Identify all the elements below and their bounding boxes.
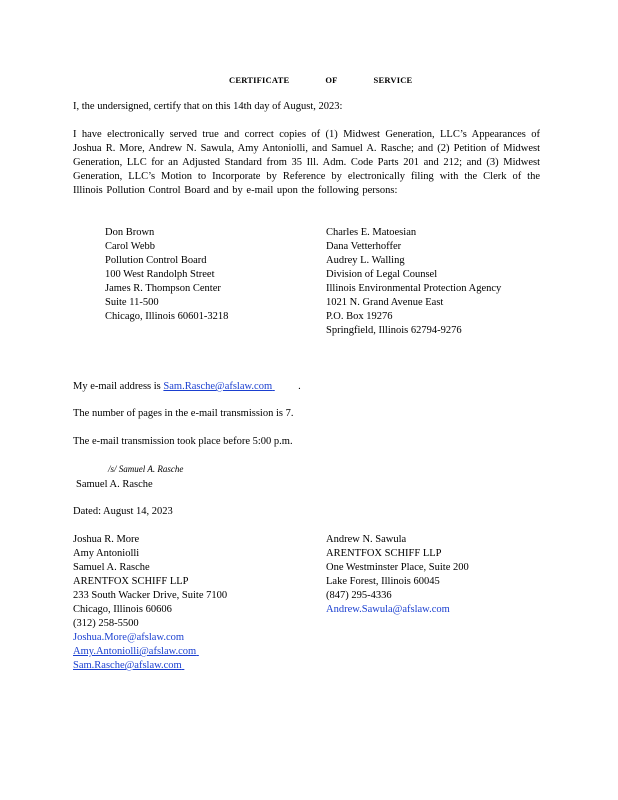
email-underline-tail (272, 380, 298, 394)
counsel-line: Amy Antoniolli (73, 548, 140, 559)
counsel-line: 233 South Wacker Drive, Suite 7100 (73, 590, 228, 601)
counsel-line: (847) 295-4336 (326, 590, 392, 601)
signer-name: Samuel A. Rasche (76, 479, 153, 490)
recipient-line: Pollution Control Board (105, 255, 207, 266)
email-link[interactable]: Sam.Rasche@afslaw.com (163, 381, 273, 392)
counsel-line: ARENTFOX SCHIFF LLP (326, 548, 442, 559)
recipient-line: Springfield, Illinois 62794-9276 (326, 325, 462, 336)
counsel-line: Lake Forest, Illinois 60045 (326, 576, 440, 587)
email-underline-tail (182, 659, 210, 673)
counsel-line: ARENTFOX SCHIFF LLP (73, 576, 189, 587)
recipient-line: Division of Legal Counsel (326, 269, 438, 280)
service-paragraph: I have electronically served true and correct copies of (1) Midwest Generation, LLC’s Appearances of Joshua R. More, Andrew N. Sawula, Amy Antoniolli, and Samuel A. Rasche; and (2) Petition of Midwest Generation, LLC for an Adjusted Standard from 35 Ill. Adm. Code Parts 201 and 212; and (3) Midwest Generation, LLC’s Motion to Incorporate by Reference by electronically filing with the Clerk of the Illinois Pollution Control Board and by e-mail upon the following persons: (73, 129, 540, 196)
title-word-service: SERVICE (373, 75, 413, 85)
dated-line: Dated: August 14, 2023 (73, 506, 173, 517)
recipient-block-right (326, 226, 501, 338)
counsel-email-link[interactable]: Joshua.More@afslaw.com (73, 632, 185, 643)
recipient-line: Dana Vetterhoffer (326, 241, 402, 252)
counsel-line: (312) 258-5500 (73, 618, 139, 629)
recipient-line: Audrey L. Walling (326, 255, 405, 266)
recipient-line: Chicago, Illinois 60601-3218 (105, 311, 229, 322)
counsel-line: Joshua R. More (73, 534, 140, 545)
email-suffix: . (298, 381, 301, 392)
counsel-block-left (73, 533, 227, 673)
recipient-line: James R. Thompson Center (105, 283, 221, 294)
recipient-line: Illinois Environmental Protection Agency (326, 283, 502, 294)
recipient-line: P.O. Box 19276 (326, 311, 393, 322)
recipient-line: Don Brown (105, 227, 155, 238)
certificate-title (229, 75, 412, 85)
counsel-line: Andrew N. Sawula (326, 534, 407, 545)
recipient-line: Suite 11-500 (105, 297, 159, 308)
counsel-email-link[interactable]: Amy.Antoniolli@afslaw.com (73, 646, 197, 657)
pages-line: The number of pages in the e-mail transmission is 7. (73, 408, 294, 419)
recipient-line: Charles E. Matoesian (326, 227, 417, 238)
recipient-block-left (105, 226, 228, 324)
email-prefix: My e-mail address is (73, 381, 164, 392)
electronic-signature: /s/ Samuel A. Rasche (108, 464, 184, 474)
recipient-line: Carol Webb (105, 241, 155, 252)
recipient-line: 1021 N. Grand Avenue East (326, 297, 444, 308)
email-address-line (73, 380, 301, 394)
email-underline-tail (196, 645, 224, 659)
counsel-line: Samuel A. Rasche (73, 562, 150, 573)
counsel-block-right (326, 533, 469, 617)
time-line: The e-mail transmission took place before 5:00 p.m. (73, 436, 293, 447)
counsel-line: One Westminster Place, Suite 200 (326, 562, 469, 573)
counsel-email-link[interactable]: Sam.Rasche@afslaw.com (73, 660, 182, 671)
recipient-line: 100 West Randolph Street (105, 269, 215, 280)
title-word-certificate: CERTIFICATE (229, 75, 290, 85)
counsel-email-link[interactable]: Andrew.Sawula@afslaw.com (326, 604, 450, 615)
title-word-of: OF (325, 75, 338, 85)
intro-line: I, the undersigned, certify that on this 14th day of August, 2023: (73, 101, 343, 112)
counsel-line: Chicago, Illinois 60606 (73, 604, 172, 615)
